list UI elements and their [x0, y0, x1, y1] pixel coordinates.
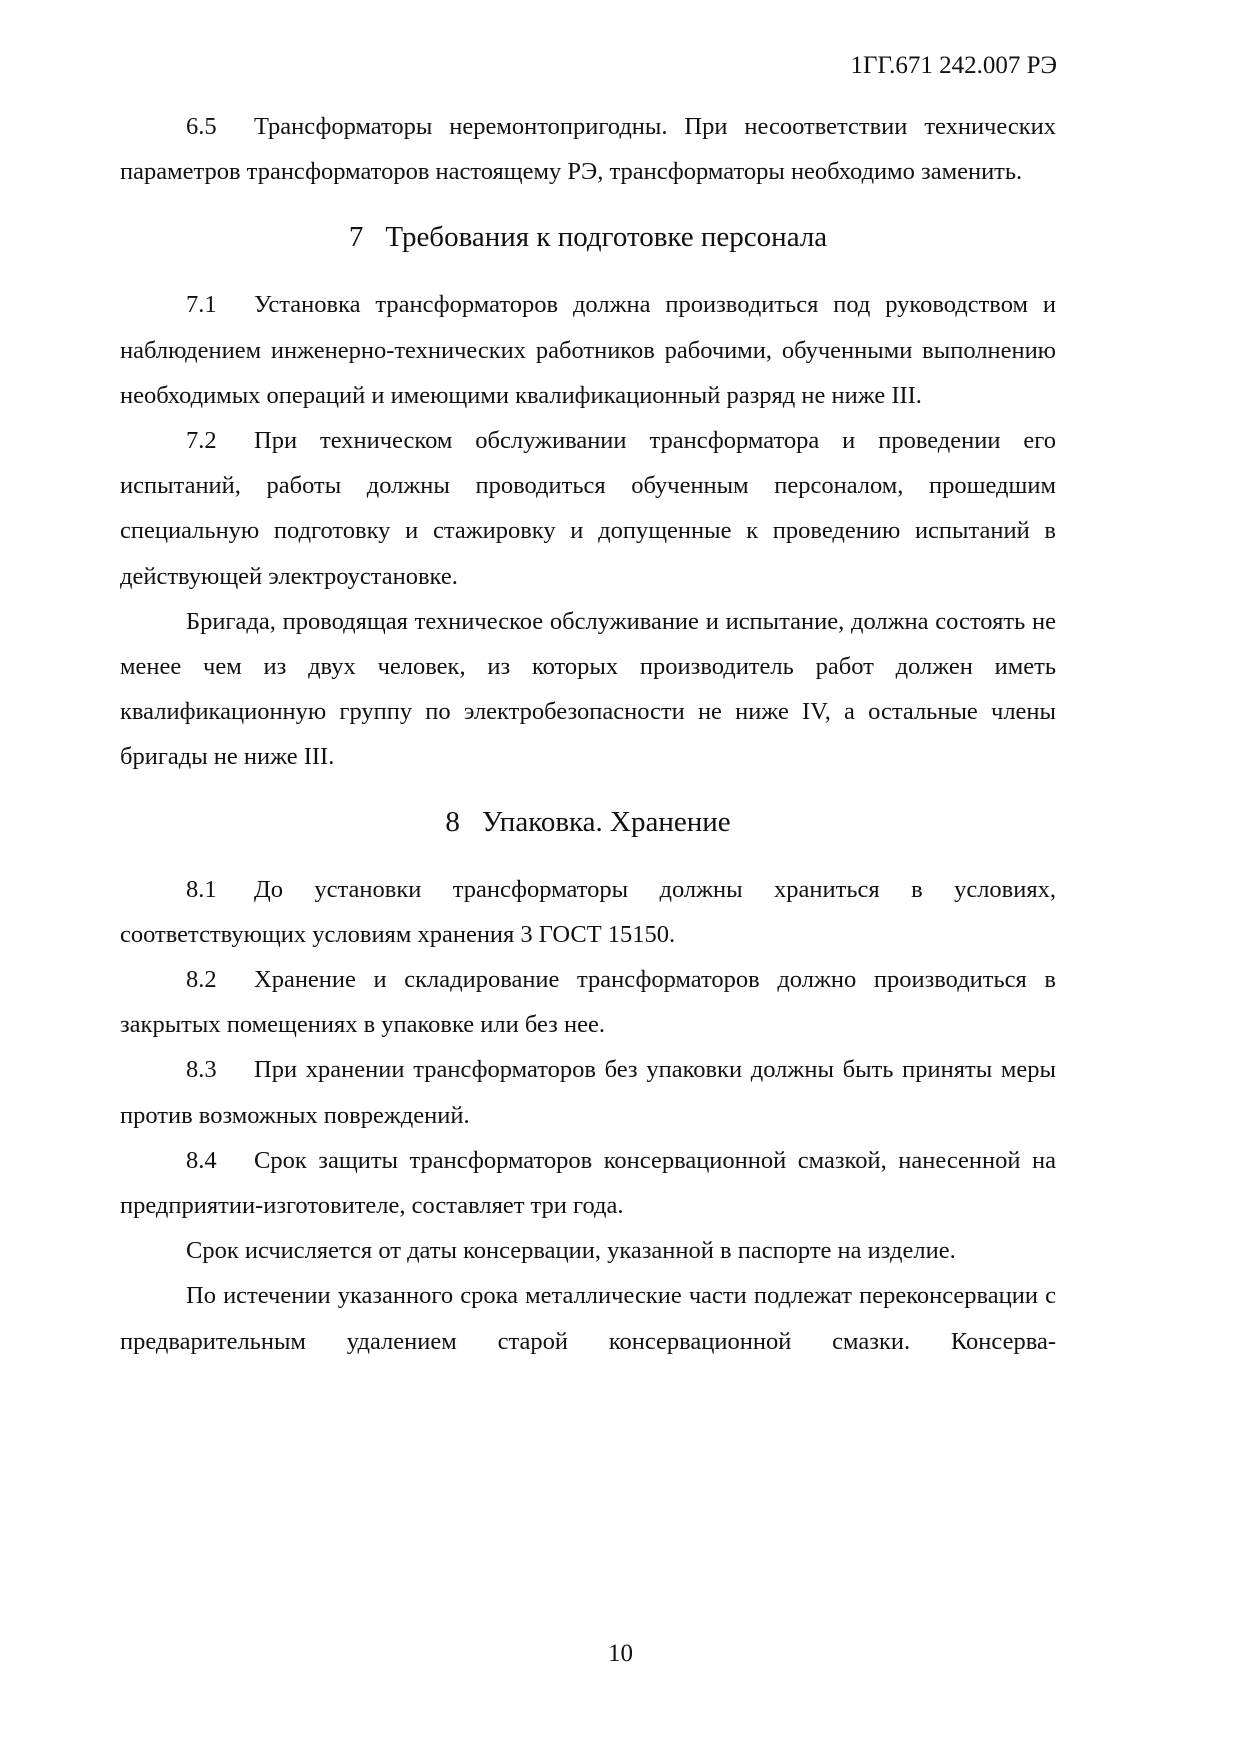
clause-number: 8.4	[186, 1146, 217, 1174]
clause-text: Трансформаторы неремонтопригодны. При несоответствии технических параметров трансформаторов настоящему РЭ, трансформаторы необходимо заменить.	[120, 113, 1056, 186]
section-heading-7	[120, 221, 1056, 253]
section-number: 7	[348, 221, 364, 254]
section-heading-8	[120, 806, 1056, 838]
clause-7-2	[120, 418, 1056, 599]
clause-number: 8.2	[186, 966, 217, 994]
clause-text: Хранение и складирование трансформаторов должно производиться в закрытых помещениях в упаковке или без нее.	[120, 966, 1056, 1039]
section-title: Упаковка. Хранение	[481, 805, 731, 838]
clause-text: Срок защиты трансформаторов консервационной смазкой, нанесенной на предприятии-изготовителе, составляет три года.	[120, 1146, 1056, 1220]
clause-6-5	[120, 104, 1056, 194]
clause-text: При техническом обслуживании трансформатора и проведении его испытаний, работы должны проводиться обученным персоналом, прошедшим специальную подготовку и стажировку и допущенные к проведению испытаний в действующей электроустановке.	[120, 427, 1056, 590]
paragraph-reconservation: По истечении указанного срока металлические части подлежат переконсервации с предварительным удалением старой консервационной смазки. Консерва-	[120, 1282, 1056, 1355]
section-number: 8	[445, 805, 460, 838]
page-body	[120, 104, 1056, 1364]
document-code: 1ГГ.671 242.007 РЭ	[850, 52, 1057, 79]
clause-8-1	[120, 867, 1056, 957]
clause-text: При хранении трансформаторов без упаковки должны быть приняты меры против возможных повреждений.	[120, 1056, 1056, 1129]
clause-number: 8.1	[186, 875, 217, 903]
clause-8-2	[120, 957, 1056, 1047]
clause-text: Установка трансформаторов должна производиться под руководством и наблюдением инженерно-технических работников рабочими, обученными выполнению необходимых операций и имеющими квалификационный разряд не ниже III.	[120, 291, 1056, 409]
paragraph-brigade: Бригада, проводящая техническое обслуживание и испытание, должна состоять не менее чем из двух человек, из которых производитель работ должен иметь квалификационную группу по электробезопасности не ниже IV, а остальные члены бригады не ниже III.	[120, 607, 1056, 771]
clause-number: 7.1	[186, 291, 217, 319]
section-title: Требования к подготовке персонала	[385, 221, 828, 254]
clause-7-1	[120, 282, 1056, 418]
clause-number: 8.3	[186, 1056, 217, 1084]
clause-8-4	[120, 1138, 1056, 1228]
clause-text: До установки трансформаторы должны храниться в условиях, соответствующих условиям хранения 3 ГОСТ 15150.	[120, 875, 1056, 948]
clause-number: 7.2	[186, 427, 217, 455]
paragraph-term: Срок исчисляется от даты консервации, указанной в паспорте на изделие.	[186, 1237, 956, 1265]
clause-number: 6.5	[186, 113, 217, 140]
page-number: 10	[608, 1640, 633, 1667]
clause-8-3	[120, 1047, 1056, 1137]
